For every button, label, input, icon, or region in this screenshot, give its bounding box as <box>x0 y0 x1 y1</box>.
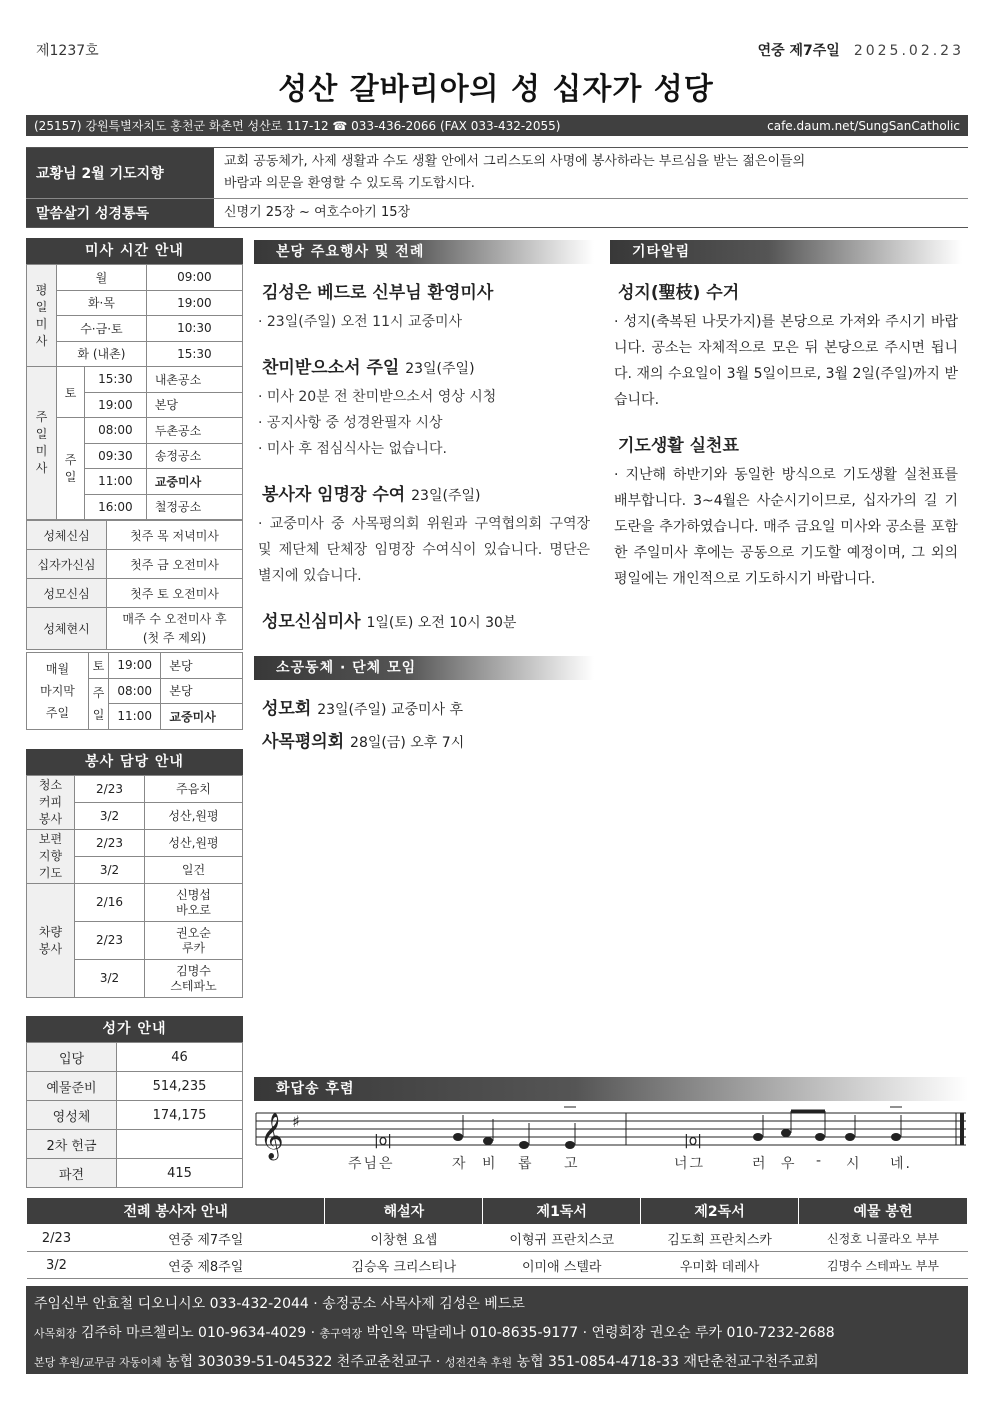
mass-time: 08:00 <box>85 418 147 444</box>
event-title: 김성은 베드로 신부님 환영미사 <box>262 283 494 303</box>
service-group: 청소 커피 봉사 <box>27 776 75 830</box>
bible-reading-label: 말씀살기 성경통독 <box>26 199 214 227</box>
event-text: · 공지사항 중 성경완필자 시상 <box>258 415 443 431</box>
liturgy-header: 제2독서 <box>641 1198 799 1225</box>
service-date: 3/2 <box>75 857 145 884</box>
lyric-syllable: 자 <box>452 1156 468 1172</box>
lyric-syllable: - <box>816 1153 824 1169</box>
pastor-contact: 주임신부 안효철 디오니시오 033-432-2044 · 송정공소 사목사제 김성은 베드로 <box>34 1296 525 1312</box>
service-person: 권오순 루카 <box>145 922 243 960</box>
hymn-box <box>26 1016 243 1188</box>
group-name: 사목평의회 <box>262 732 345 752</box>
offertory: 김명수 스테파노 부부 <box>799 1252 968 1279</box>
service-box <box>26 749 243 998</box>
notice-text: · 지난해 하반기와 동일한 방식으로 기도생활 실천표를 배부합니다. 3~4월은 사순시기이므로, 십자가의 길 기도란을 추가하였습니다. 매주 금요일 미사와 공소를 포함한 주일미사 후에는 공동으로 기도할 예정이며, 그 외의 평일에는 개인적으로 기도하시기 바랍니다. <box>614 467 958 587</box>
hymn-title: 성가 안내 <box>26 1016 243 1042</box>
lyric-syllable: 주님은 <box>348 1156 395 1172</box>
devotion-when: 첫주 금 오전미사 <box>107 550 243 579</box>
liturgy-servers <box>26 1197 968 1279</box>
mass-day: 토 <box>89 653 109 679</box>
table-row <box>27 1252 968 1279</box>
liturgy-week: 연중 제8주일 <box>87 1252 325 1279</box>
notice-text: · 성지(축복된 나뭇가지)를 본당으로 가져와 주시기 바랍니다. 공소는 자체적으로 모은 뒤 본당으로 주시면 됩니다. 재의 수요일이 3월 5일이므로, 3월 2일(주일)까지 받습니다. <box>614 314 958 408</box>
lyric-syllable: 우 <box>781 1156 797 1172</box>
service-person: 김명수 스테파노 <box>145 960 243 998</box>
devotion-table <box>26 520 243 650</box>
prayer-intentions <box>26 147 968 228</box>
mass-place: 교중미사 <box>161 704 243 730</box>
offertory: 신정호 니콜라오 부부 <box>799 1225 968 1252</box>
event-title-text: 찬미받으소서 주일 <box>262 358 400 378</box>
mass-time: 15:30 <box>85 367 147 393</box>
pope-intention-text <box>214 148 968 198</box>
event-title <box>262 607 594 632</box>
hymn-number: 514,235 <box>117 1072 243 1101</box>
page-title: 성산 갈바리아의 성 십자가 성당 <box>278 72 714 107</box>
liturgy-week: 연중 제7주일 <box>87 1225 325 1252</box>
svg-text:♯: ♯ <box>292 1112 300 1131</box>
liturgy-header: 예물 봉헌 <box>799 1198 968 1225</box>
liturgy-header: 전례 봉사자 안내 <box>27 1198 325 1225</box>
mass-time: 19:00 <box>85 392 147 418</box>
contact-footer <box>26 1286 968 1374</box>
sunday-day-label: 주 일 <box>57 418 85 520</box>
mass-place: 송정공소 <box>146 443 242 469</box>
lyric-syllable: 러 <box>752 1156 768 1172</box>
service-group: 보편 지향 기도 <box>27 830 75 884</box>
lyric-syllable: 고 <box>564 1156 580 1172</box>
bible-reading-text: 신명기 25장 ~ 여호수아기 15장 <box>224 205 411 220</box>
mass-place: 본당 <box>161 653 243 679</box>
hymn-label: 2차 헌금 <box>27 1130 117 1159</box>
issue-number: 제1237호 <box>36 43 99 59</box>
mass-day: 주 일 <box>89 678 109 729</box>
mass-place: 두촌공소 <box>146 418 242 444</box>
pope-intention-line: 교회 공동체가, 사제 생활과 수도 생활 안에서 그리스도의 사명에 봉사하라는 부르심을 받는 젊은이들의 <box>224 154 806 169</box>
service-person: 주음치 <box>145 776 243 803</box>
liturgical-week: 연중 제7주일 <box>757 43 840 59</box>
svg-text:𝄞: 𝄞 <box>260 1113 284 1159</box>
lyric-syllable: 시 <box>846 1156 862 1172</box>
mass-time: 15:30 <box>146 341 242 367</box>
last-sunday-label: 매월 마지막 주일 <box>27 653 89 730</box>
devotion-name: 성체신심 <box>27 521 107 550</box>
hymn-label: 입당 <box>27 1043 117 1072</box>
liturgy-table <box>26 1197 968 1279</box>
lyric-syllable: 비 <box>482 1156 498 1172</box>
liturgy-date: 3/2 <box>27 1252 87 1279</box>
issue-date: 2025.02.23 <box>853 43 964 59</box>
devotion-when: 첫주 목 저녁미사 <box>107 521 243 550</box>
psalm-section <box>254 1077 968 1181</box>
svg-text:|o|: |o| <box>684 1133 702 1149</box>
hymn-label: 파견 <box>27 1159 117 1188</box>
event-title-text: 성모신심미사 <box>262 612 361 632</box>
event-date: 23일(주일) <box>411 488 481 504</box>
table-row <box>27 1225 968 1252</box>
hymn-label: 영성체 <box>27 1101 117 1130</box>
second-reader: 우미화 데레사 <box>641 1252 799 1279</box>
bank-text: 농협 303039-51-045322 천주교춘천교구 · <box>166 1354 441 1370</box>
devotion-when: 매주 수 오전미사 후 (첫 주 제외) <box>107 608 243 650</box>
hymn-number: 415 <box>117 1159 243 1188</box>
mass-time: 11:00 <box>85 469 147 495</box>
mass-place: 철정공소 <box>146 494 242 520</box>
commentator: 이창현 요셉 <box>325 1225 483 1252</box>
build-label: 성전건축 후원 <box>444 1356 513 1369</box>
hymn-number <box>117 1130 243 1159</box>
service-person: 성산,원평 <box>145 803 243 830</box>
mass-day: 월 <box>57 265 147 291</box>
mass-place: 본당 <box>146 392 242 418</box>
address-bar <box>26 115 968 136</box>
lyric-syllable: 너그 <box>674 1156 706 1172</box>
event-title <box>262 353 594 378</box>
event-date: 1일(토) 오전 10시 30분 <box>366 615 517 631</box>
event-title-text: 봉사자 임명장 수여 <box>262 485 406 505</box>
service-date: 2/23 <box>75 922 145 960</box>
mass-time: 09:30 <box>85 443 147 469</box>
psalm-lyrics <box>254 1153 968 1177</box>
first-reader: 이형귀 프란치스코 <box>483 1225 641 1252</box>
group-item <box>262 694 594 719</box>
notice-title: 기도생활 실천표 <box>618 436 739 456</box>
liturgy-header: 제1독서 <box>483 1198 641 1225</box>
liturgy-header: 해설자 <box>325 1198 483 1225</box>
mass-time: 09:00 <box>146 265 242 291</box>
mass-place: 본당 <box>161 678 243 704</box>
notices-column <box>610 240 962 592</box>
council-text: 김주하 마르첼리노 010-9634-4029 · <box>80 1325 316 1341</box>
service-date: 3/2 <box>75 803 145 830</box>
mass-time: 11:00 <box>109 704 161 730</box>
group-time: 28일(금) 오후 7시 <box>350 735 465 751</box>
mass-times-title: 미사 시간 안내 <box>26 238 243 264</box>
mass-time: 08:00 <box>109 678 161 704</box>
pope-intention-label: 교황님 2월 기도지향 <box>26 148 214 198</box>
events-title: 본당 주요행사 및 전례 <box>254 240 594 264</box>
lyric-syllable: 롭 <box>518 1156 534 1172</box>
dateline <box>758 40 964 60</box>
mass-time: 16:00 <box>85 494 147 520</box>
mass-day: 화 (내촌) <box>57 341 147 367</box>
groups-title: 소공동체 · 단체 모임 <box>254 656 594 680</box>
event-text: · 23일(주일) 오전 11시 교중미사 <box>258 314 463 330</box>
saturday-label: 토 <box>57 367 85 418</box>
music-staff <box>254 1101 968 1181</box>
hymn-number: 174,175 <box>117 1101 243 1130</box>
notice-title: 성지(聖枝) 수거 <box>618 283 740 303</box>
service-group: 차량 봉사 <box>27 884 75 998</box>
devotion-name: 십자가신심 <box>27 550 107 579</box>
devotion-when: 첫주 토 오전미사 <box>107 579 243 608</box>
event-title <box>262 480 594 505</box>
svg-text:|o|: |o| <box>374 1133 392 1149</box>
mass-time: 19:00 <box>146 290 242 316</box>
website-link[interactable]: cafe.daum.net/SungSanCatholic <box>767 118 960 133</box>
mass-times-box <box>26 238 243 730</box>
pope-intention-line: 바람과 의문을 환영할 수 있도록 기도합시다. <box>224 176 475 191</box>
bank-label: 본당 후원/교무금 자동이체 <box>34 1356 162 1369</box>
council-contact <box>34 1319 960 1348</box>
hymn-number: 46 <box>117 1043 243 1072</box>
bank-info <box>34 1348 960 1377</box>
event-text: · 미사 20분 전 찬미받으소서 영상 시청 <box>258 389 497 405</box>
service-title: 봉사 담당 안내 <box>26 749 243 775</box>
mass-time: 19:00 <box>109 653 161 679</box>
mass-place: 내촌공소 <box>146 367 242 393</box>
service-table <box>26 775 243 998</box>
devotion-name: 성모신심 <box>27 579 107 608</box>
build-text: 농협 351-0854-4718-33 재단춘천교구천주교회 <box>516 1354 819 1370</box>
service-date: 2/16 <box>75 884 145 922</box>
last-sunday-table <box>26 652 243 730</box>
group-time: 23일(주일) 교중미사 후 <box>317 702 464 718</box>
sunday-label: 주 일 미 사 <box>27 367 57 520</box>
lyric-syllable: 네. <box>890 1156 912 1172</box>
commentator: 김승옥 크리스티나 <box>325 1252 483 1279</box>
service-date: 3/2 <box>75 960 145 998</box>
service-date: 2/23 <box>75 830 145 857</box>
first-reader: 이미애 스텔라 <box>483 1252 641 1279</box>
mass-time: 10:30 <box>146 316 242 342</box>
group-item <box>262 727 594 752</box>
hymn-label: 예물준비 <box>27 1072 117 1101</box>
mass-day: 수·금·토 <box>57 316 147 342</box>
mass-place: 교중미사 <box>146 469 242 495</box>
event-text: · 미사 후 점심식사는 없습니다. <box>258 441 447 457</box>
mass-times-table <box>26 264 243 520</box>
psalm-title: 화답송 후렴 <box>254 1077 968 1101</box>
district-label: 총구역장 <box>319 1327 363 1340</box>
service-person: 신명섭 바오로 <box>145 884 243 922</box>
district-text: 박인옥 막달레나 010-8635-9177 · 연령회장 권오순 루카 010-7232-2688 <box>366 1325 835 1341</box>
event-date: 23일(주일) <box>405 361 475 377</box>
service-person: 성산,원평 <box>145 830 243 857</box>
devotion-name: 성체현시 <box>27 608 107 650</box>
service-person: 일건 <box>145 857 243 884</box>
notices-title: 기타알림 <box>610 240 962 264</box>
group-name: 성모회 <box>262 699 312 719</box>
liturgy-date: 2/23 <box>27 1225 87 1252</box>
parish-address: (25157) 강원특별자치도 홍천군 화촌면 성산로 117-12 ☎ 033-436-2066 (FAX 033-432-2055) <box>34 119 561 133</box>
mass-day: 화·목 <box>57 290 147 316</box>
weekday-label: 평 일 미 사 <box>27 265 57 367</box>
council-label: 사목회장 <box>34 1327 77 1340</box>
hymn-table <box>26 1042 243 1188</box>
events-column <box>254 240 594 758</box>
service-date: 2/23 <box>75 776 145 803</box>
second-reader: 김도희 프란치스카 <box>641 1225 799 1252</box>
event-text: · 교중미사 중 사목평의회 위원과 구역협의회 구역장 및 제단체 단체장 임명장 수여식이 있습니다. 명단은 별지에 있습니다. <box>258 516 590 584</box>
